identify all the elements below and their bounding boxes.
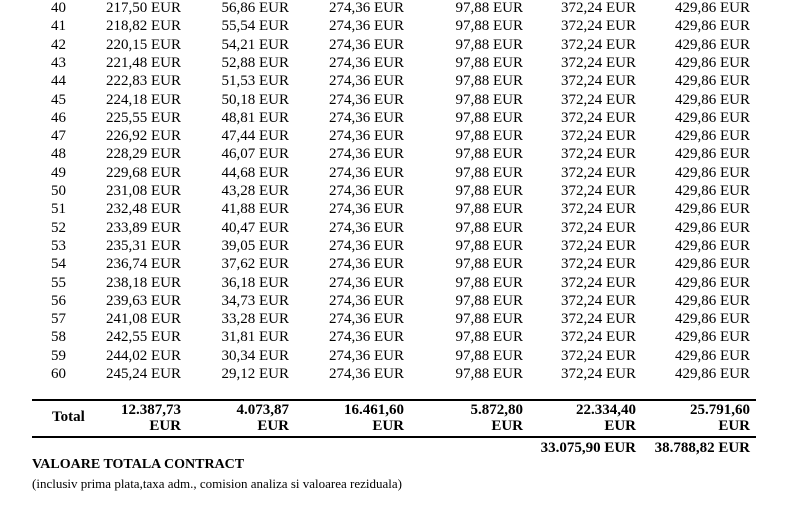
cell-capital: 241,08 EUR: [106, 311, 181, 328]
cell-month: 53: [51, 237, 66, 254]
contract-total-note: (inclusiv prima plata,taxa adm., comision analiza si valoarea reziduala): [32, 476, 402, 491]
table-row: [0, 17, 790, 35]
cell-payment: 429,86 EUR: [675, 183, 750, 199]
cell-month: 51: [51, 201, 66, 218]
cell-interest: 43,28 EUR: [221, 183, 289, 199]
cell-vat: 97,88 EUR: [455, 311, 523, 328]
cell-capital: 236,74 EUR: [106, 256, 181, 273]
total-label: Total: [52, 409, 85, 425]
cell-interest: 29,12 EUR: [221, 366, 289, 382]
cell-vat: 97,88 EUR: [455, 146, 523, 163]
cell-payment: 429,86 EUR: [675, 73, 750, 90]
cell-interest: 44,68 EUR: [221, 164, 289, 181]
cell-month: 44: [51, 73, 66, 90]
cell-rate-with-vat: 372,24 EUR: [561, 329, 636, 346]
table-row: [0, 91, 790, 109]
table-row: [0, 54, 790, 72]
cell-rate: 274,36 EUR: [329, 0, 404, 16]
cell-interest: 39,05 EUR: [221, 237, 289, 254]
cell-month: 58: [51, 329, 66, 346]
cell-rate: 274,36 EUR: [329, 54, 404, 71]
total-capital: 12.387,73 EUR: [121, 402, 181, 434]
cell-capital: 224,18 EUR: [106, 91, 181, 108]
cell-rate-with-vat: 372,24 EUR: [561, 54, 636, 71]
cell-vat: 97,88 EUR: [455, 0, 523, 16]
cell-rate: 274,36 EUR: [329, 347, 404, 364]
cell-capital: 231,08 EUR: [106, 183, 181, 199]
cell-rate-with-vat: 372,24 EUR: [561, 18, 636, 35]
cell-capital: 232,48 EUR: [106, 201, 181, 218]
total-interest: 4.073,87 EUR: [236, 402, 289, 434]
cell-vat: 97,88 EUR: [455, 109, 523, 126]
table-row: [0, 127, 790, 145]
cell-vat: 97,88 EUR: [455, 201, 523, 218]
cell-interest: 30,34 EUR: [221, 347, 289, 364]
cell-capital: 217,50 EUR: [106, 0, 181, 16]
cell-interest: 56,86 EUR: [221, 0, 289, 16]
cell-payment: 429,86 EUR: [675, 18, 750, 35]
cell-rate-with-vat: 372,24 EUR: [561, 91, 636, 108]
cell-month: 47: [51, 128, 66, 145]
cell-capital: 244,02 EUR: [106, 347, 181, 364]
cell-vat: 97,88 EUR: [455, 128, 523, 145]
cell-rate-with-vat: 372,24 EUR: [561, 164, 636, 181]
cell-interest: 36,18 EUR: [221, 274, 289, 291]
cell-vat: 97,88 EUR: [455, 36, 523, 53]
table-row: [0, 0, 790, 17]
cell-rate: 274,36 EUR: [329, 36, 404, 53]
cell-capital: 228,29 EUR: [106, 146, 181, 163]
cell-rate: 274,36 EUR: [329, 73, 404, 90]
cell-month: 49: [51, 164, 66, 181]
cell-interest: 37,62 EUR: [221, 256, 289, 273]
table-row: [0, 237, 790, 255]
cell-month: 57: [51, 311, 66, 328]
cell-capital: 239,63 EUR: [106, 292, 181, 309]
cell-payment: 429,86 EUR: [675, 219, 750, 236]
cell-capital: 233,89 EUR: [106, 219, 181, 236]
table-row: [0, 182, 790, 200]
cell-payment: 429,86 EUR: [675, 347, 750, 364]
table-row: [0, 145, 790, 163]
cell-vat: 97,88 EUR: [455, 237, 523, 254]
cell-rate-with-vat: 372,24 EUR: [561, 256, 636, 273]
cell-rate: 274,36 EUR: [329, 292, 404, 309]
cell-vat: 97,88 EUR: [455, 164, 523, 181]
cell-capital: 229,68 EUR: [106, 164, 181, 181]
cell-rate-with-vat: 372,24 EUR: [561, 219, 636, 236]
cell-payment: 429,86 EUR: [675, 146, 750, 163]
cell-payment: 429,86 EUR: [675, 36, 750, 53]
cell-payment: 429,86 EUR: [675, 109, 750, 126]
cell-payment: 429,86 EUR: [675, 91, 750, 108]
cell-interest: 54,21 EUR: [221, 36, 289, 53]
cell-vat: 97,88 EUR: [455, 347, 523, 364]
cell-payment: 429,86 EUR: [675, 0, 750, 16]
cell-month: 55: [51, 274, 66, 291]
cell-payment: 429,86 EUR: [675, 256, 750, 273]
total-bottom-divider: [32, 436, 756, 438]
table-row: [0, 274, 790, 292]
cell-month: 41: [51, 18, 66, 35]
cell-payment: 429,86 EUR: [675, 237, 750, 254]
table-row: [0, 255, 790, 273]
cell-interest: 33,28 EUR: [221, 311, 289, 328]
grand-total-1: 33.075,90 EUR: [540, 440, 636, 456]
cell-rate: 274,36 EUR: [329, 18, 404, 35]
cell-month: 60: [51, 366, 66, 382]
cell-interest: 47,44 EUR: [221, 128, 289, 145]
cell-interest: 48,81 EUR: [221, 109, 289, 126]
cell-vat: 97,88 EUR: [455, 366, 523, 382]
cell-rate: 274,36 EUR: [329, 311, 404, 328]
cell-rate: 274,36 EUR: [329, 128, 404, 145]
cell-rate-with-vat: 372,24 EUR: [561, 237, 636, 254]
cell-rate: 274,36 EUR: [329, 183, 404, 199]
table-row: [0, 164, 790, 182]
cell-rate-with-vat: 372,24 EUR: [561, 109, 636, 126]
cell-capital: 238,18 EUR: [106, 274, 181, 291]
cell-vat: 97,88 EUR: [455, 91, 523, 108]
cell-capital: 218,82 EUR: [106, 18, 181, 35]
cell-vat: 97,88 EUR: [455, 274, 523, 291]
cell-rate-with-vat: 372,24 EUR: [561, 292, 636, 309]
cell-vat: 97,88 EUR: [455, 183, 523, 199]
cell-month: 50: [51, 183, 66, 199]
total-vat: 5.872,80 EUR: [470, 402, 523, 434]
cell-rate-with-vat: 372,24 EUR: [561, 146, 636, 163]
cell-interest: 34,73 EUR: [221, 292, 289, 309]
cell-rate: 274,36 EUR: [329, 201, 404, 218]
total-rate: 16.461,60 EUR: [344, 402, 404, 434]
cell-vat: 97,88 EUR: [455, 256, 523, 273]
contract-total-title: VALOARE TOTALA CONTRACT: [32, 457, 245, 472]
cell-rate-with-vat: 372,24 EUR: [561, 36, 636, 53]
cell-rate-with-vat: 372,24 EUR: [561, 128, 636, 145]
cell-rate: 274,36 EUR: [329, 329, 404, 346]
cell-vat: 97,88 EUR: [455, 18, 523, 35]
cell-interest: 52,88 EUR: [221, 54, 289, 71]
table-row: [0, 36, 790, 54]
table-row: [0, 347, 790, 365]
cell-interest: 51,53 EUR: [221, 73, 289, 90]
table-row: [0, 328, 790, 346]
cell-payment: 429,86 EUR: [675, 128, 750, 145]
cell-rate: 274,36 EUR: [329, 146, 404, 163]
cell-month: 42: [51, 36, 66, 53]
cell-payment: 429,86 EUR: [675, 54, 750, 71]
cell-capital: 220,15 EUR: [106, 36, 181, 53]
cell-rate: 274,36 EUR: [329, 91, 404, 108]
cell-vat: 97,88 EUR: [455, 54, 523, 71]
cell-rate-with-vat: 372,24 EUR: [561, 183, 636, 199]
cell-rate: 274,36 EUR: [329, 164, 404, 181]
cell-interest: 40,47 EUR: [221, 219, 289, 236]
cell-vat: 97,88 EUR: [455, 292, 523, 309]
cell-rate-with-vat: 372,24 EUR: [561, 366, 636, 382]
total-payment: 25.791,60 EUR: [690, 402, 750, 434]
cell-rate-with-vat: 372,24 EUR: [561, 73, 636, 90]
cell-month: 40: [51, 0, 66, 16]
cell-interest: 46,07 EUR: [221, 146, 289, 163]
cell-payment: 429,86 EUR: [675, 366, 750, 382]
cell-payment: 429,86 EUR: [675, 292, 750, 309]
cell-month: 43: [51, 54, 66, 71]
cell-payment: 429,86 EUR: [675, 311, 750, 328]
cell-capital: 222,83 EUR: [106, 73, 181, 90]
total-rate-with-vat: 22.334,40 EUR: [576, 402, 636, 434]
table-row: [0, 365, 790, 383]
cell-payment: 429,86 EUR: [675, 201, 750, 218]
table-row: [0, 292, 790, 310]
table-row: [0, 310, 790, 328]
cell-capital: 221,48 EUR: [106, 54, 181, 71]
table-row: [0, 200, 790, 218]
cell-rate: 274,36 EUR: [329, 109, 404, 126]
cell-rate-with-vat: 372,24 EUR: [561, 311, 636, 328]
cell-interest: 50,18 EUR: [221, 91, 289, 108]
cell-vat: 97,88 EUR: [455, 219, 523, 236]
cell-rate-with-vat: 372,24 EUR: [561, 0, 636, 16]
cell-rate: 274,36 EUR: [329, 256, 404, 273]
cell-month: 59: [51, 347, 66, 364]
cell-month: 45: [51, 91, 66, 108]
cell-month: 56: [51, 292, 66, 309]
cell-payment: 429,86 EUR: [675, 164, 750, 181]
cell-capital: 235,31 EUR: [106, 237, 181, 254]
cell-interest: 41,88 EUR: [221, 201, 289, 218]
cell-rate-with-vat: 372,24 EUR: [561, 201, 636, 218]
cell-rate: 274,36 EUR: [329, 274, 404, 291]
table-row: [0, 219, 790, 237]
cell-interest: 31,81 EUR: [221, 329, 289, 346]
cell-month: 46: [51, 109, 66, 126]
cell-rate-with-vat: 372,24 EUR: [561, 274, 636, 291]
cell-rate-with-vat: 372,24 EUR: [561, 347, 636, 364]
cell-capital: 225,55 EUR: [106, 109, 181, 126]
cell-month: 52: [51, 219, 66, 236]
cell-rate: 274,36 EUR: [329, 219, 404, 236]
grand-total-2: 38.788,82 EUR: [654, 440, 750, 456]
table-row: [0, 109, 790, 127]
cell-month: 54: [51, 256, 66, 273]
cell-capital: 245,24 EUR: [106, 366, 181, 382]
cell-capital: 242,55 EUR: [106, 329, 181, 346]
cell-payment: 429,86 EUR: [675, 274, 750, 291]
cell-rate: 274,36 EUR: [329, 237, 404, 254]
table-row: [0, 72, 790, 90]
cell-rate: 274,36 EUR: [329, 366, 404, 382]
cell-vat: 97,88 EUR: [455, 73, 523, 90]
total-top-divider: [32, 399, 756, 401]
cell-interest: 55,54 EUR: [221, 18, 289, 35]
cell-capital: 226,92 EUR: [106, 128, 181, 145]
cell-vat: 97,88 EUR: [455, 329, 523, 346]
cell-month: 48: [51, 146, 66, 163]
cell-payment: 429,86 EUR: [675, 329, 750, 346]
